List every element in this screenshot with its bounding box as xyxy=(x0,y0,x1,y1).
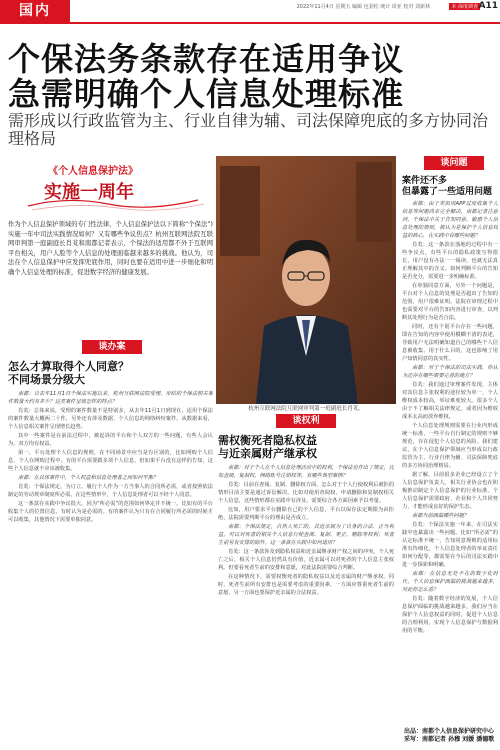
subheadline: 需形成以行政监管为主、行业自律为辅、司法保障兜底的多方协同治理格局 xyxy=(8,111,489,148)
byline-reporters: 采写：南都记者 孙穆 刘媛 潘德歌 xyxy=(404,736,495,743)
photo-caption: 杭州互联网法院互联网审判第一庭副庭长肖芄。 xyxy=(248,406,364,412)
page-number: A11 xyxy=(478,1,498,11)
section-body-cases: 南都：自去年11月1日个保法实施以来，杭州互联网法院受理、审结的个保法相关案件数量大约有多少？这类案件呈现怎样的特点？ 肖芄：总体来说，受理的案件数量不是特别多，从去年11月1日到现在，适用个保法的案件数量大概两二十件，另外还有涉及数据、个人信息的网络纠纷案件。从数据来看，个人信息相关案件呈现增长趋势。 其中一些案件是在前法过程中，被起诉的平台和个人双方的一些问题，有些人会认为，双方均有权益。 第一，平台处理个人信息的规则，在不同场景中应当是有区别的，比如网购个人信息，个人在网购过程中，有的平台需要跟多项个人信息，但如果平台没有这样的告知，这些个人信息就不应该被收集。 南都：在具体案件中，个人权益和信息处理者之间如何平衡？ 肖芄：个保法规定，为订立、履行个人作为一方当事人的合同所必需，或者按照依法制定的劳动规章制度所必需。在这些情形中，个人信息处理者可以不经个人同意。 这一条款在实践中争议很大，因为“所必需”的范围如何界定并不统一。比如有的平台收集个人的位置信息，有时认为是必需的。有的案件认为只有在合同履行所必需的时候才可以收集，其他情况下需要单独同意。 xyxy=(8,391,213,523)
byline-producer: 出品：南都个人信息保护研究中心 xyxy=(404,728,495,735)
section-body-rights: 南都：对于个人在个人信息处理活动中的权利，个保法也作出了规定，比如查阅、复制权，网络账号注销权等，有哪些典型案例？ 肖芄：目前在查阅、复制、删除权方面，怎么对于个人行使权利后被拒的情形目前主要是通过诉讼解决。比如对使用查阅权，申请删除和复制权相关个人信息，这些情形都在实践中有涉及，需要综合各方面因素予以考量。 比如，用户要求平台删除自己的个人信息，平台以保存法定期限为由拒绝，法院需要判断平台的理由是否成立。 南都：个保法规定，自然人死亡的，其近亲属为了自身的合法、正当利益，可以对死者的相关个人信息行使查阅、复制、更正、删除等权利；死者生前另有安排的除外。这一条款在实践中如何适用？ 肖芄：这一条款涉及到隐私权益和近亲属继承财产权之间的冲突。个人死亡之后，相关个人信息仍然具有价值，近亲属可以对死者的个人信息主张权利。但要看死者生前的安排和意愿，对此法院需要综合判断。 在这种情况下，需要权衡死者的隐私权益以及近亲属的财产继承权。同时，死者生前所有安排也是需要考虑的重要因素，一方面应尊重死者生前的意愿，另一方面也要保护近亲属的合法权益。 xyxy=(218,465,394,596)
dateline: 2022年11月4日 星期五 编辑 包劲松 统计 周亚 校对 刘新林 xyxy=(296,4,430,10)
headline xyxy=(8,42,494,112)
lead-paragraph: 作为个人信息保护领域的专门性法律，个人信息保护法以下简称“个保法”)实施一年中司法实践情况如何？又有哪些争议焦点？杭州互联网法院互联网审判第一庭副庭长肖芄和南都记者表示，个保法的适用都不外于互联网平台相关，用户人脸等个人信息的处理面临越来越多的挑战。他认为，司法在个人信息保护中应发挥兜底作用，同时也要在适用中进一步细化和明确个人信息处理的标准，促进数字经济的健康发展。 xyxy=(8,221,213,276)
anniversary-banner xyxy=(8,156,216,216)
section-tag-rights: 谈权利 xyxy=(276,414,336,428)
byline xyxy=(404,728,494,744)
section-title-rights-line-1: 需权衡死者隐私权益 xyxy=(218,434,317,447)
interviewee-photo xyxy=(216,156,396,404)
section-tag-issues: 谈问题 xyxy=(424,156,484,170)
headline-line-2: 急需明确个人信息处理标准 xyxy=(8,75,405,113)
section-title-cases-line-2: 不同场景分级大 xyxy=(8,373,85,386)
edition-tag: 本·深度调查 xyxy=(451,4,478,10)
section-title-issues-line-1: 案件还不多 xyxy=(402,176,448,186)
section-title-issues xyxy=(402,176,498,198)
portrait-image xyxy=(216,156,396,404)
section-tag: 国内 xyxy=(0,0,70,22)
section-title-issues-line-2: 但暴露了一些适用问题 xyxy=(402,187,493,197)
section-tag-cases: 谈办案 xyxy=(82,340,142,354)
banner-anniversary: 实施一周年 xyxy=(44,182,134,203)
page-header xyxy=(0,0,500,24)
header-rule xyxy=(0,22,500,24)
section-title-cases-line-1: 怎么才算取得个人同意？ xyxy=(8,360,129,373)
section-title-rights xyxy=(218,434,394,460)
headline-line-1: 个保法务条款存在适用争议 xyxy=(8,40,405,78)
banner-law-name: 《个人信息保护法》 xyxy=(48,166,138,177)
section-title-cases xyxy=(8,360,213,386)
section-title-rights-line-2: 与近亲属财产继承权 xyxy=(218,447,317,460)
section-body-issues: 南都：由于类似用APP过度收集个人信息等问题尚未完全解决，南都记者注意到，个保法中关于告知同意、敏感个人信息处理的规则，被认为是保护个人信息权益的核心，在实践中有哪些问题？ 肖芄：这一条款在落地的过程中有一些争议点。有些平台的隐私政策写得很长，用户没有办法一一阅读，也就无法真正理解其中的含义。如何判断平台的告知是否充分，需要进一步明确标准。 在单独同意方面，另外一个问题是，平台对个人信息的处理是否超出了告知的范围，用户很难证明。法院在审理过程中也需要对平台的告知内容进行审查，以判断其处理行为是否合法。 同时，还有个别平台存在一些问题，即在告知的内容中使用模糊不清的表述，导致用户无法明确知道自己的哪些个人信息被收集、用于什么目的，这也影响了用户知情同意的真实性。 南都：对于个保法的司法实践，你认为还存在哪些需要完善的地方？ 肖芄：我们通过审理案件发现，主体对其信息主张权利的途径较为单一，个人维权成本较高，举证难度较大。很多个人由于不了解相关法律规定，或者因为维权成本太高而放弃维权。 个人信息处理规则需要在行业内形成统一标准，一些平台自行制定的规则不够规范，存在侵犯个人信息的风险。我们建议，在个人信息保护领域应当形成以行政监管为主、行业自律为辅、司法保障兜底的多方协同治理格局。 据了解，目前很多企业已经设立了个人信息保护负责人，相关行业协会也在积极推动制定个人信息保护的行业标准。个人信息保护需要政府、企业和个人共同努力，才能形成良好的保护生态。 南都当前面临哪些问题？ 肖芄：个保法实施一年来，在司法实践中也暴露出一些问题。比如“所必需”的认定标准不统一，告知同意规则的适用标准有待细化，个人信息处理者的举证责任如何分配等，都需要在今后的司法实践中进一步探索和明确。 南都：在信息无处不在的数字化时代，个人信息保护面临的挑战越来越多，对此你怎么看？ 肖芄：随着数字经济的发展，个人信息保护面临的挑战越来越多，我们应当在保护个人信息权益的同时，促进个人信息的合理利用，实现个人信息保护与数据利用的平衡。 xyxy=(402,201,498,634)
